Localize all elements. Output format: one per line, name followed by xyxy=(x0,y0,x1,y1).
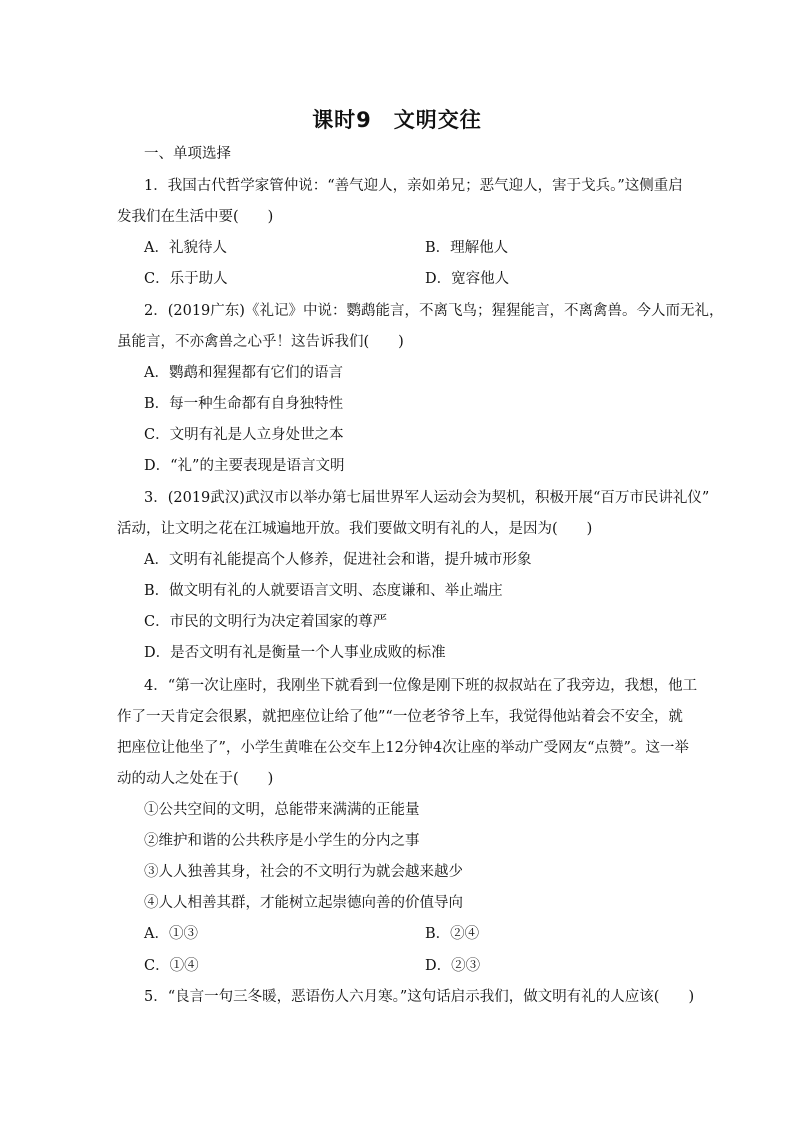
q1-option-a: A．礼貌待人 xyxy=(144,240,227,256)
lesson-title: 课时9 文明交往 xyxy=(312,108,482,132)
q2-option-c: C．文明有礼是人立身处世之本 xyxy=(144,427,344,443)
q1-stem-line-1: 1．我国古代哲学家管仲说：“善气迎人，亲如弟兄；恶气迎人，害于戈兵。”这侧重启 xyxy=(144,178,683,194)
q2-stem-line-2: 虽能言，不亦禽兽之心乎！这告诉我们( ) xyxy=(117,334,404,350)
q4-option-d: D．②③ xyxy=(425,958,481,974)
q1-option-d: D．宽容他人 xyxy=(425,271,510,287)
q4-statement-2: ②维护和谐的公共秩序是小学生的分内之事 xyxy=(144,833,420,849)
q4-stem-line-4: 动的动人之处在于( ) xyxy=(117,771,274,787)
q4-statement-1: ①公共空间的文明，总能带来满满的正能量 xyxy=(144,802,420,818)
q4-statement-4: ④人人相善其群，才能树立起崇德向善的价值导向 xyxy=(144,895,463,911)
q5-stem-line-1: 5．“良言一句三冬暖，恶语伤人六月寒。”这句话启示我们，做文明有礼的人应该( ) xyxy=(144,989,695,1005)
q4-stem-line-1: 4．“第一次让座时，我刚坐下就看到一位像是刚下班的叔叔站在了我旁边，我想，他工 xyxy=(144,678,698,694)
q4-statement-3: ③人人独善其身，社会的不文明行为就会越来越少 xyxy=(144,864,463,880)
q2-option-d: D．“礼”的主要表现是语言文明 xyxy=(144,458,345,474)
q3-option-a: A．文明有礼能提高个人修养，促进社会和谐，提升城市形象 xyxy=(144,552,532,568)
q4-option-a: A．①③ xyxy=(144,926,198,942)
q4-stem-line-3: 把座位让他坐了”，小学生黄唯在公交车上12分钟4次让座的举动广受网友“点赞”。这一举 xyxy=(117,740,689,756)
q4-option-b: B．②④ xyxy=(425,926,480,942)
section-heading: 一、单项选择 xyxy=(144,146,231,162)
q3-option-d: D．是否文明有礼是衡量一个人事业成败的标准 xyxy=(144,645,446,661)
q1-option-c: C．乐于助人 xyxy=(144,271,228,287)
q1-stem-line-2: 发我们在生活中要( ) xyxy=(117,209,274,225)
q2-option-a: A．鹦鹉和猩猩都有它们的语言 xyxy=(144,365,343,381)
q2-stem-line-1: 2．(2019广东)《礼记》中说：鹦鹉能言，不离飞鸟；猩猩能言，不离禽兽。今人而无礼， xyxy=(144,303,724,319)
q2-option-b: B．每一种生命都有自身独特性 xyxy=(144,396,344,412)
q3-option-c: C．市民的文明行为决定着国家的尊严 xyxy=(144,614,388,630)
q3-stem-line-2: 活动，让文明之花在江城遍地开放。我们要做文明有礼的人，是因为( ) xyxy=(117,521,593,537)
q4-option-c: C．①④ xyxy=(144,958,199,974)
q1-option-b: B．理解他人 xyxy=(425,240,509,256)
q4-stem-line-2: 作了一天肯定会很累，就把座位让给了他”“一位老爷爷上车，我觉得他站着会不安全，就 xyxy=(117,709,683,725)
q3-option-b: B．做文明有礼的人就要语言文明、态度谦和、举止端庄 xyxy=(144,583,503,599)
q3-stem-line-1: 3．(2019武汉)武汉市以举办第七届世界军人运动会为契机，积极开展“百万市民讲礼仪” xyxy=(144,490,710,506)
